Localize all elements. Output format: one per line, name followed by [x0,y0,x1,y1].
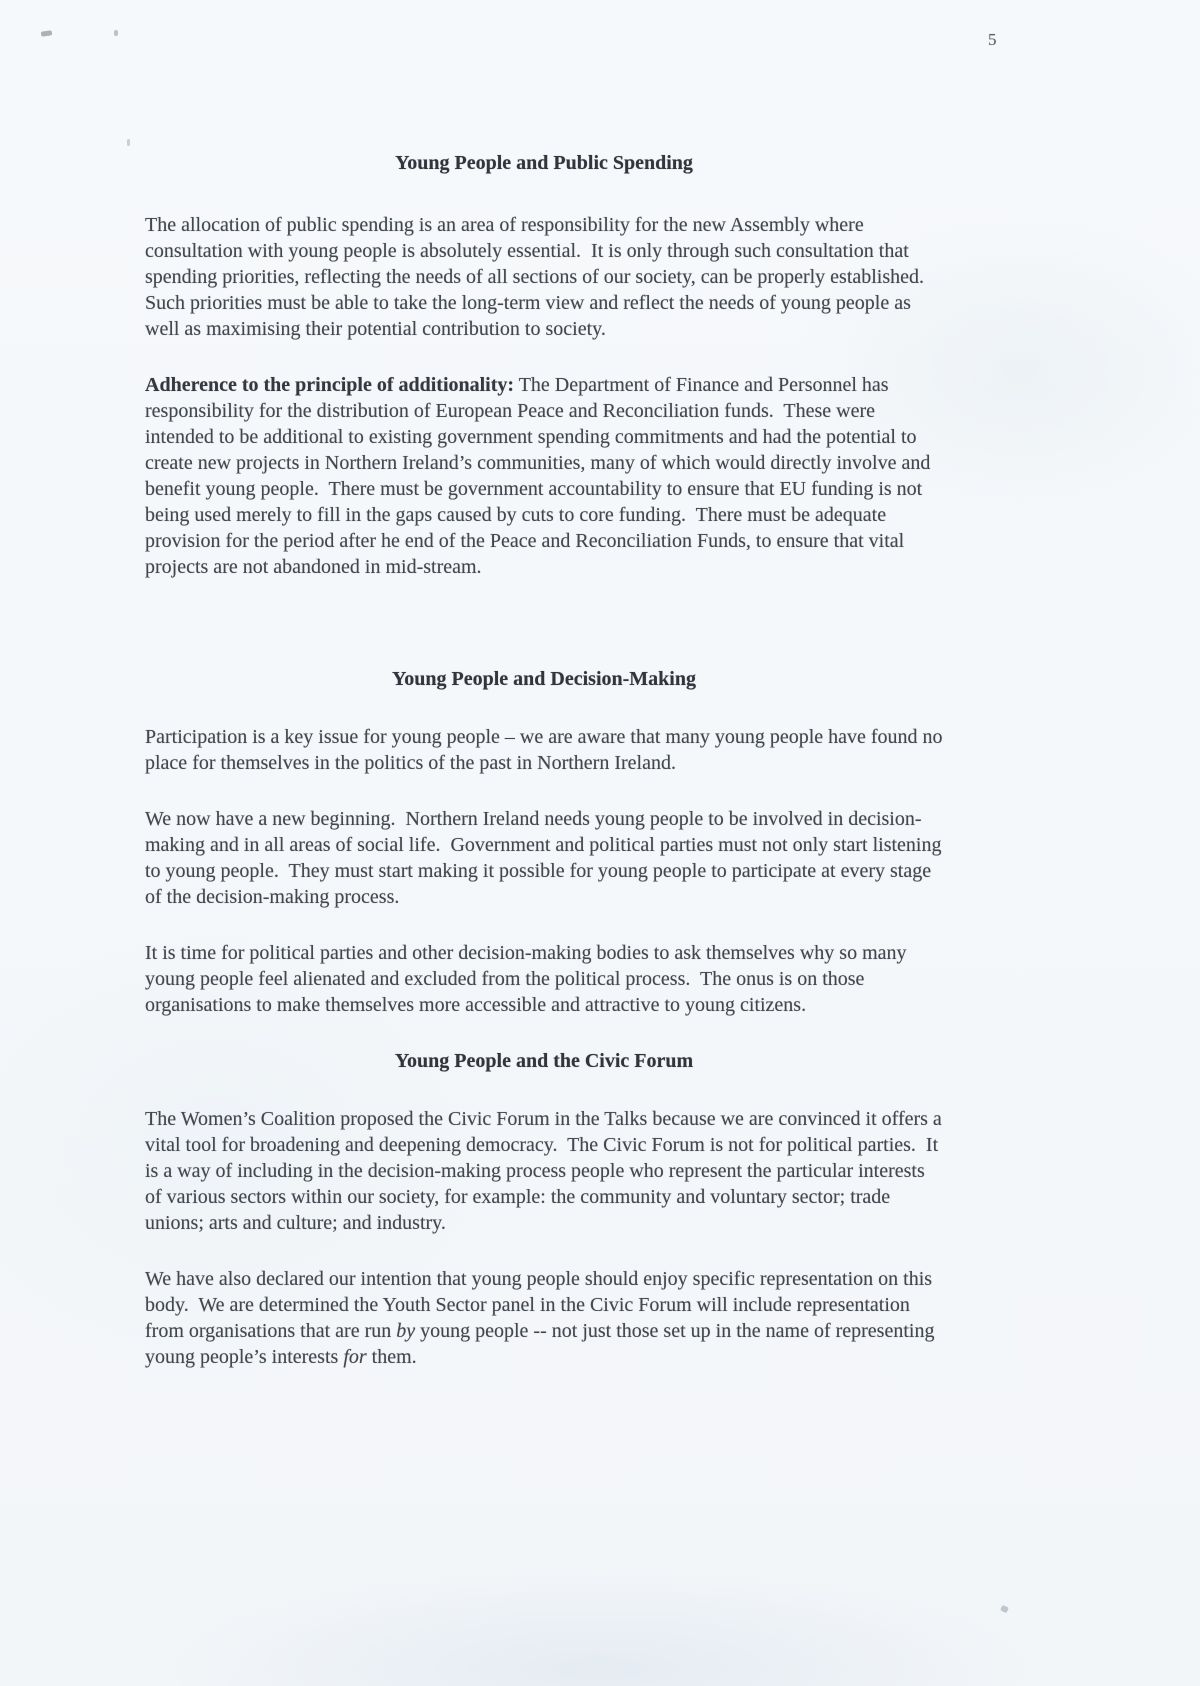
paragraph-text: We have also declared our intention that young people should enjoy specific representation on this body. We are determined the Youth Sector panel in the Civic Forum will include representation from organisations that are run [145,1268,938,1342]
paragraph: The allocation of public spending is an area of responsibility for the new Assembly where consultation with young people is absolutely essential. It is only through such consultation that spending priorities, reflecting the needs of all sections of our society, can be properly established. Such priorities must be able to take the long-term view and reflect the needs of young people as well as maximising their potential contribution to society. [145,214,935,340]
section-public-spending [145,150,943,580]
scan-speck [41,30,53,36]
section-decision-making [145,666,948,1018]
scan-speck [114,30,118,36]
scan-speck [127,139,130,146]
section-civic-forum [145,1048,947,1370]
paragraph: The Women’s Coalition proposed the Civic Forum in the Talks because we are convinced it offers a vital tool for broadening and deepening democracy. The Civic Forum is not for political parties. It is a way of including in the decision-making process people who represent the particular interests of various sectors within our society, for example: the community and voluntary sector; trade unions; arts and culture; and industry. [145,1108,947,1234]
section-heading: Young People and the Civic Forum [394,1050,694,1072]
paragraph: We now have a new beginning. Northern Ireland needs young people to be involved in decision-making and in all areas of social life. Government and political parties must not only start listening to young people. They must start making it possible for young people to participate at every stage of the decision-making process. [145,808,947,908]
paragraph: Participation is a key issue for young people – we are aware that many young people have found no place for themselves in the politics of the past in Northern Ireland. [145,726,948,774]
italic-word: for [343,1346,367,1368]
section-heading: Young People and Public Spending [395,152,693,174]
italic-word: by [396,1320,416,1342]
document-content [145,150,948,1400]
paragraph: It is time for political parties and other decision-making bodies to ask themselves why so many young people feel alienated and excluded from the political process. The onus is on those organisations to make themselves more accessible and attractive to young citizens. [145,942,912,1016]
section-heading: Young People and Decision-Making [392,668,696,690]
paragraph-text: The Department of Finance and Personnel has responsibility for the distribution of European Peace and Reconciliation funds. These were intended to be additional to existing government spending commitments and had the potential to create new projects in Northern Ireland’s communities, many of which would directly involve and benefit young people. There must be government accountability to ensure that EU funding is not being used merely to fill in the gaps caused by cuts to core funding. There must be adequate provision for the period after he end of the Peace and Reconciliation Funds, to ensure that vital projects are not abandoned in mid-stream. [145,374,936,578]
paragraph-text: them. [366,1346,417,1368]
paragraph-text: young people -- not just those set up in the name of representing young people’s interests [145,1320,940,1368]
scan-speck [1000,1605,1009,1613]
paragraph [145,372,943,580]
paragraph-lead-bold: Adherence to the principle of additionality: [145,374,515,396]
page-number: 5 [988,30,997,49]
paragraph [145,1266,943,1370]
